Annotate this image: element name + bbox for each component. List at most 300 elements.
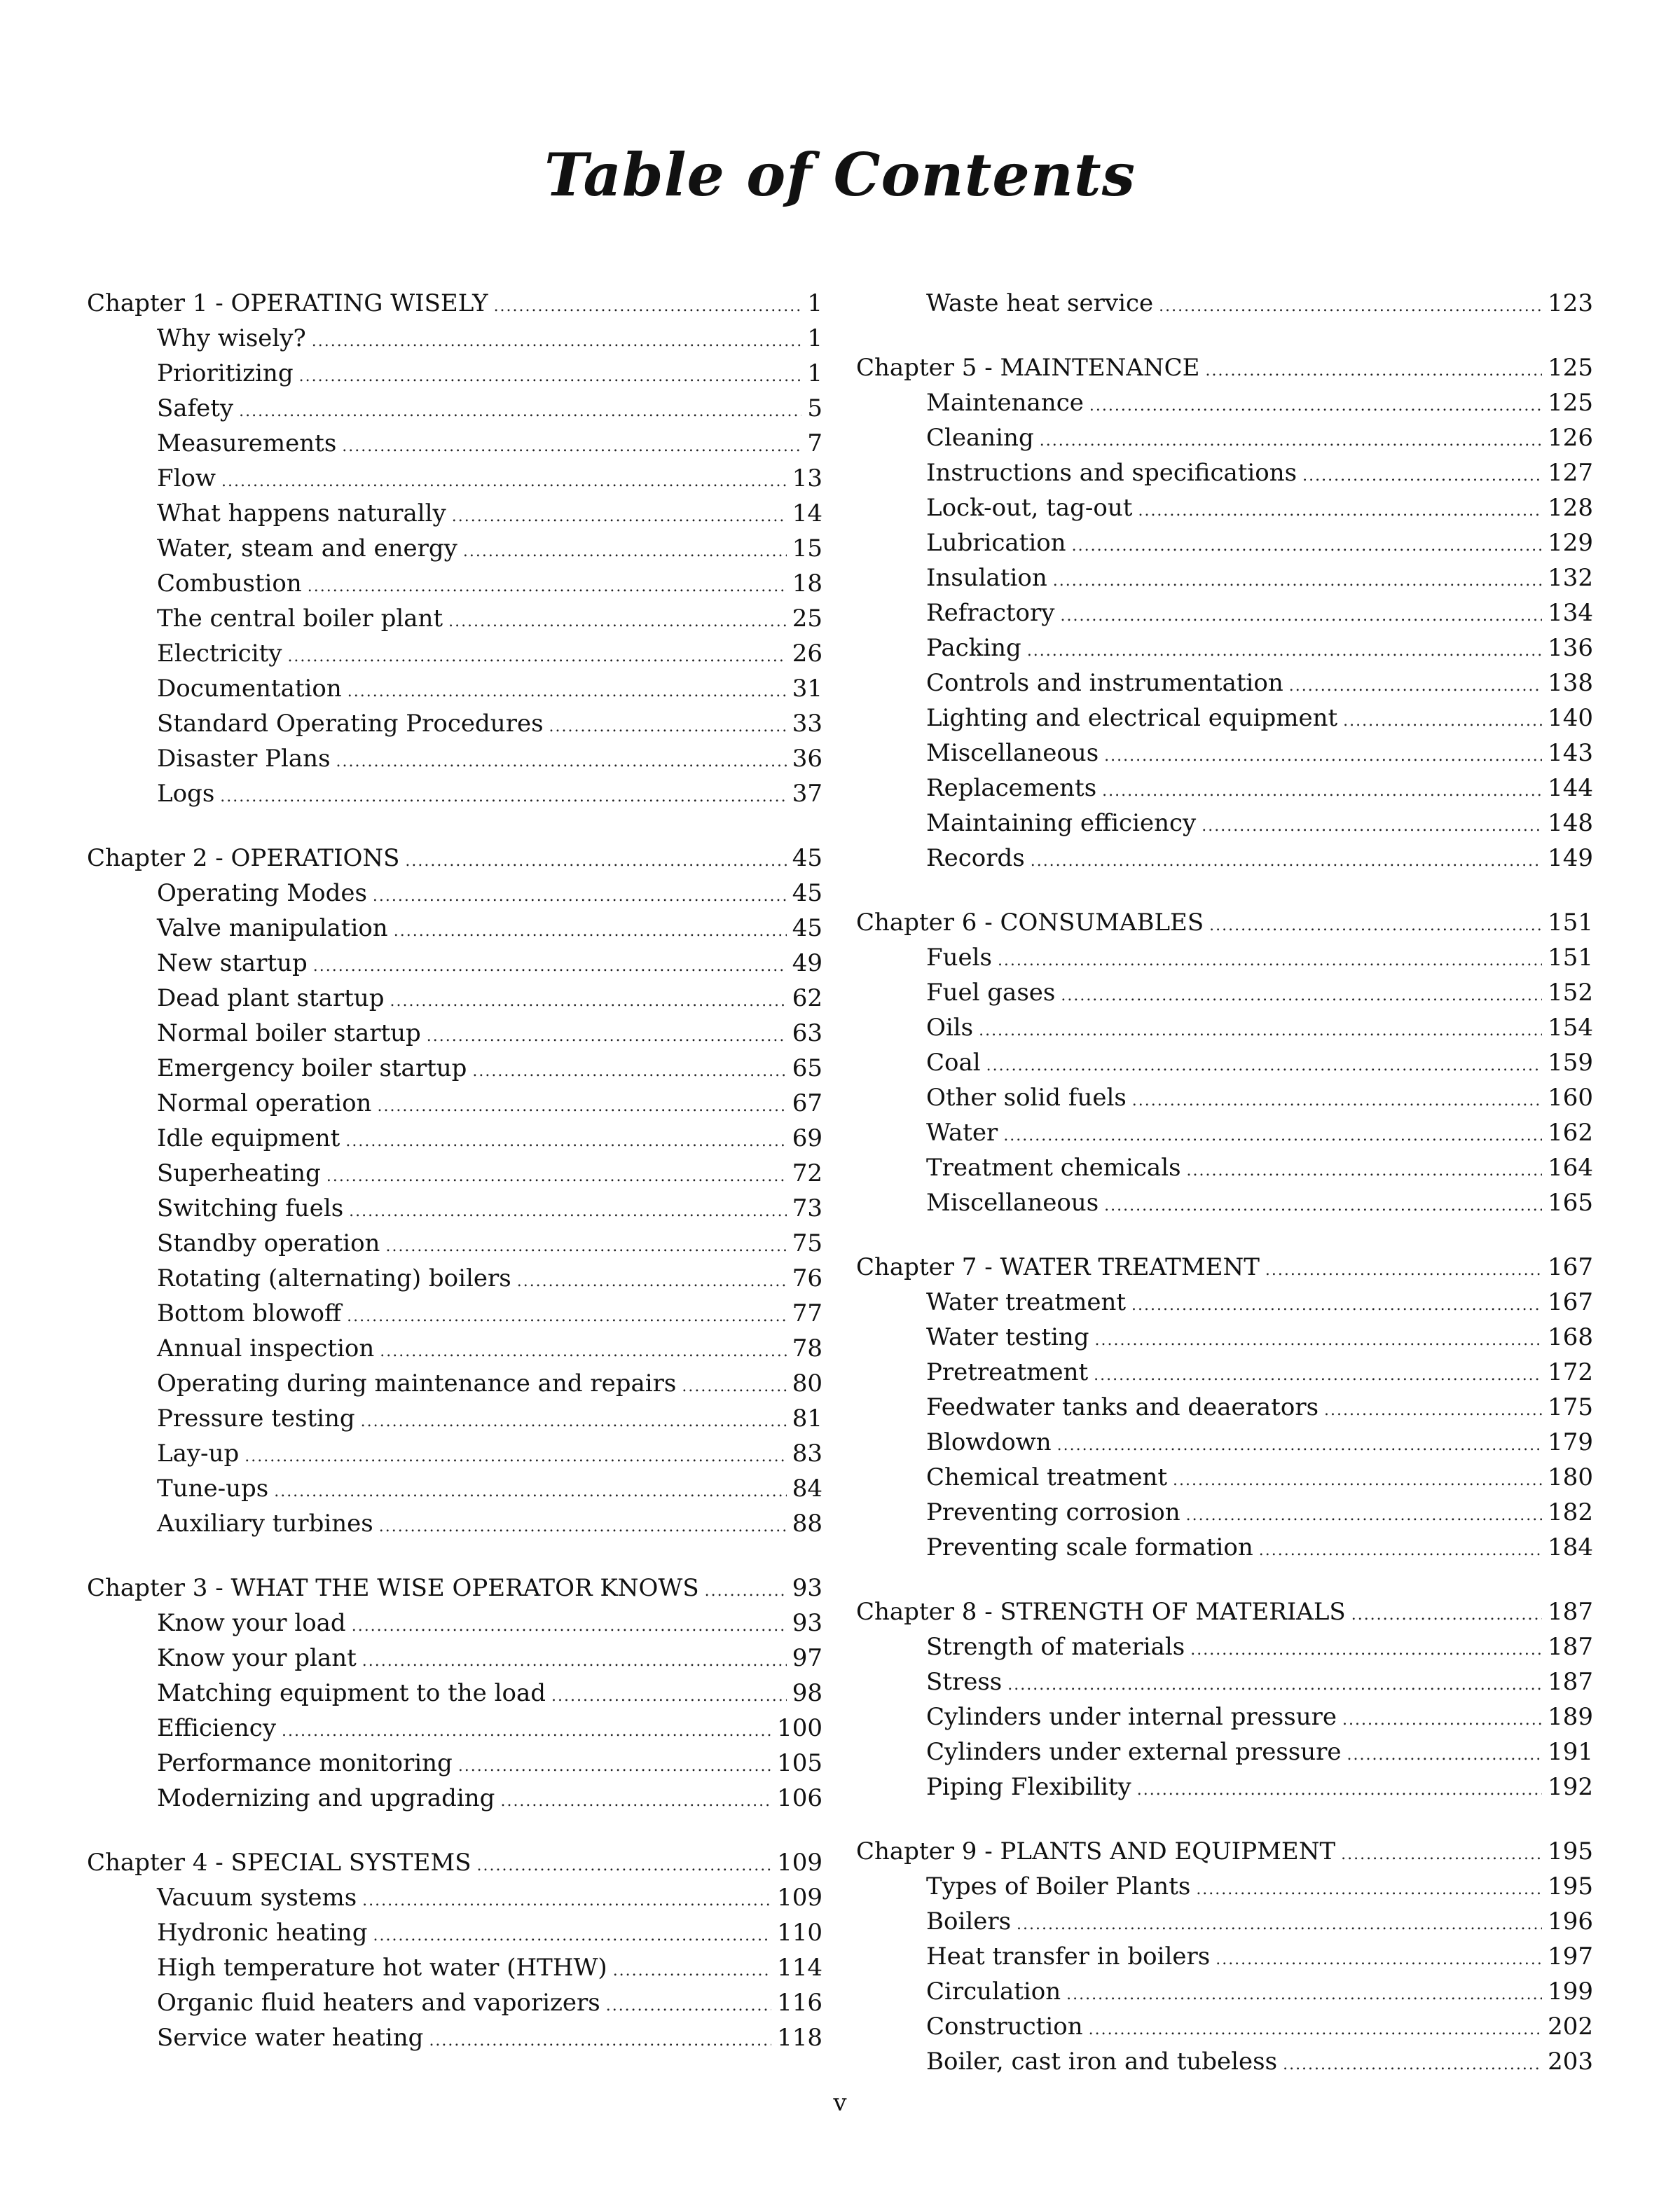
- dot-leader: [1347, 1738, 1543, 1773]
- section-entry: [856, 701, 1593, 736]
- dot-leader: [405, 844, 786, 879]
- section-entry: [856, 1769, 1593, 1805]
- chapter-heading-page: 93: [792, 1574, 822, 1602]
- section-entry-page: 128: [1548, 494, 1593, 522]
- dot-leader: [1061, 979, 1542, 1014]
- section-entry: [856, 1495, 1593, 1530]
- chapter-heading: [856, 350, 1593, 385]
- section-entry-page: 1: [807, 324, 822, 352]
- chapter-heading: [87, 1571, 822, 1606]
- section-entry: [856, 420, 1593, 455]
- dot-leader: [1094, 1358, 1542, 1393]
- section-entry: [87, 391, 822, 426]
- section-entry-label: Pretreatment: [926, 1358, 1089, 1386]
- section-entry-label: Switching fuels: [157, 1194, 344, 1222]
- dot-leader: [998, 944, 1542, 979]
- chapter-heading-page: 125: [1548, 354, 1593, 382]
- dot-leader: [458, 1749, 771, 1784]
- section-entry-page: 152: [1548, 979, 1593, 1007]
- section-entry-page: 83: [792, 1440, 822, 1468]
- section-entry-label: Waste heat service: [926, 289, 1154, 317]
- dot-leader: [308, 570, 787, 605]
- section-entry: [856, 2009, 1593, 2044]
- section-entry-label: Idle equipment: [157, 1124, 340, 1152]
- dot-leader: [1040, 424, 1542, 459]
- chapter-heading-page: 151: [1548, 909, 1593, 937]
- section-entry-page: 114: [777, 1954, 822, 1982]
- dot-leader: [452, 499, 787, 534]
- section-entry: [856, 1115, 1593, 1150]
- section-entry: [856, 560, 1593, 595]
- section-entry: [87, 1121, 822, 1156]
- section-entry-page: 105: [777, 1749, 822, 1777]
- section-entry-page: 98: [792, 1679, 822, 1707]
- section-entry-label: Records: [926, 844, 1025, 872]
- section-entry-page: 84: [792, 1475, 822, 1503]
- section-entry: [87, 946, 822, 981]
- section-entry-label: Flow: [157, 464, 216, 492]
- section-entry-label: Lighting and electrical equipment: [926, 704, 1338, 732]
- section-entry: [856, 1974, 1593, 2009]
- dot-leader: [1137, 1773, 1542, 1808]
- section-entry-page: 196: [1548, 1907, 1593, 1936]
- section-entry-page: 182: [1548, 1498, 1593, 1526]
- section-entry-label: The central boiler plant: [157, 605, 443, 633]
- dot-leader: [1104, 739, 1542, 774]
- dot-leader: [500, 1784, 771, 1819]
- section-entry: [856, 1425, 1593, 1460]
- section-entry: [87, 1156, 822, 1191]
- chapter-heading: [87, 1845, 822, 1880]
- section-entry: [856, 490, 1593, 525]
- section-entry: [87, 1606, 822, 1641]
- dot-leader: [373, 1919, 771, 1954]
- dot-leader: [274, 1475, 787, 1510]
- section-entry-label: Safety: [157, 394, 234, 422]
- dot-leader: [349, 1194, 787, 1229]
- dot-leader: [1007, 1668, 1542, 1703]
- section-entry-page: 179: [1548, 1428, 1593, 1456]
- section-entry: [856, 1904, 1593, 1939]
- section-entry-page: 126: [1548, 424, 1593, 452]
- dot-leader: [986, 1049, 1542, 1084]
- chapter-heading-label: Chapter 1 - OPERATING WISELY: [87, 289, 488, 317]
- section-entry: [856, 1664, 1593, 1699]
- section-entry-label: Water treatment: [926, 1288, 1126, 1316]
- dot-leader: [551, 1679, 787, 1714]
- section-entry: [87, 1711, 822, 1746]
- section-entry: [87, 2020, 822, 2055]
- section-entry: [87, 706, 822, 741]
- section-entry-label: Maintaining efficiency: [926, 809, 1197, 837]
- section-entry-page: 37: [792, 780, 822, 808]
- section-entry-page: 5: [807, 394, 822, 422]
- section-entry-label: Instructions and specifications: [926, 459, 1297, 487]
- section-entry: [856, 1530, 1593, 1565]
- section-entry-page: 162: [1548, 1119, 1593, 1147]
- dot-leader: [1342, 1703, 1542, 1738]
- dot-leader: [1205, 354, 1542, 389]
- dot-leader: [1072, 529, 1543, 564]
- section-entry: [87, 1401, 822, 1436]
- dot-leader: [1003, 1119, 1542, 1154]
- section-entry-label: Performance monitoring: [157, 1749, 453, 1777]
- dot-leader: [494, 289, 802, 324]
- dot-leader: [1216, 1943, 1542, 1978]
- section-entry: [87, 1051, 822, 1086]
- dot-leader: [326, 1159, 787, 1194]
- section-entry: [87, 356, 822, 391]
- section-entry-page: 184: [1548, 1533, 1593, 1561]
- dot-leader: [1324, 1393, 1542, 1428]
- dot-leader: [1190, 1633, 1542, 1668]
- section-entry: [856, 595, 1593, 630]
- dot-leader: [1102, 774, 1542, 809]
- section-entry: [856, 1734, 1593, 1769]
- section-entry-page: 167: [1548, 1288, 1593, 1316]
- dot-leader: [377, 1089, 786, 1124]
- section-entry-page: 45: [792, 879, 822, 907]
- dot-leader: [282, 1714, 771, 1749]
- section-entry: [87, 741, 822, 776]
- dot-leader: [220, 780, 786, 815]
- dot-leader: [477, 1849, 772, 1884]
- dot-leader: [1089, 2013, 1543, 2048]
- section-entry-label: Prioritizing: [157, 359, 294, 387]
- dot-leader: [1057, 1428, 1542, 1463]
- section-entry: [87, 1086, 822, 1121]
- dot-leader: [682, 1369, 786, 1405]
- dot-leader: [1131, 1288, 1542, 1323]
- section-entry-label: Matching equipment to the load: [157, 1679, 546, 1707]
- chapter-heading-page: 45: [792, 844, 822, 872]
- chapter-block: [856, 350, 1593, 876]
- section-entry-label: Vacuum systems: [157, 1884, 357, 1912]
- section-entry-page: 172: [1548, 1358, 1593, 1386]
- section-entry: [856, 665, 1593, 701]
- section-entry-page: 72: [792, 1159, 822, 1187]
- section-entry: [87, 1880, 822, 1915]
- section-entry-label: Pressure testing: [157, 1405, 355, 1433]
- section-entry-page: 106: [777, 1784, 822, 1812]
- section-entry-page: 187: [1548, 1633, 1593, 1661]
- section-entry-label: Stress: [926, 1668, 1003, 1696]
- section-entry: [856, 771, 1593, 806]
- section-entry: [856, 806, 1593, 841]
- page-number: v: [833, 2089, 847, 2117]
- dot-leader: [1053, 564, 1542, 599]
- section-entry-page: 199: [1548, 1978, 1593, 2006]
- chapter-block: [856, 1834, 1593, 2079]
- section-entry-page: 116: [777, 1989, 822, 2017]
- section-entry-label: Heat transfer in boilers: [926, 1943, 1211, 1971]
- section-entry-page: 202: [1548, 2013, 1593, 2041]
- section-entry-label: Cleaning: [926, 424, 1034, 452]
- chapter-heading-label: Chapter 6 - CONSUMABLES: [856, 909, 1204, 937]
- section-entry-page: 203: [1548, 2048, 1593, 2076]
- dot-leader: [1341, 1837, 1542, 1872]
- section-entry: [856, 286, 1593, 321]
- dot-leader: [379, 1510, 787, 1545]
- section-entry-label: Electricity: [157, 640, 282, 668]
- section-entry-label: Preventing scale formation: [926, 1533, 1253, 1561]
- section-entry-label: Packing: [926, 634, 1021, 662]
- section-entry-label: What happens naturally: [157, 499, 446, 527]
- dot-leader: [1351, 1598, 1542, 1633]
- section-entry: [856, 2044, 1593, 2079]
- chapter-heading-page: 1: [807, 289, 822, 317]
- section-entry-label: Feedwater tanks and deaerators: [926, 1393, 1319, 1421]
- dot-leader: [362, 1644, 787, 1679]
- section-entry: [87, 1676, 822, 1711]
- section-entry-label: Chemical treatment: [926, 1463, 1168, 1491]
- section-entry-label: Refractory: [926, 599, 1055, 627]
- section-entry-page: 175: [1548, 1393, 1593, 1421]
- section-entry: [856, 1460, 1593, 1495]
- section-entry: [856, 1629, 1593, 1664]
- section-entry-label: Emergency boiler startup: [157, 1054, 467, 1082]
- section-entry-page: 93: [792, 1609, 822, 1637]
- section-entry-page: 109: [777, 1884, 822, 1912]
- dot-leader: [1343, 704, 1542, 739]
- chapter-heading-page: 109: [777, 1849, 822, 1877]
- toc-left-column: [87, 286, 822, 2085]
- section-entry-label: Disaster Plans: [157, 745, 331, 773]
- section-entry-label: Water testing: [926, 1323, 1089, 1351]
- section-entry-page: 45: [792, 914, 822, 942]
- section-entry-label: Water, steam and energy: [157, 534, 457, 563]
- section-entry-page: 81: [792, 1405, 822, 1433]
- section-entry: [856, 385, 1593, 420]
- dot-leader: [1089, 389, 1542, 424]
- section-entry: [856, 1320, 1593, 1355]
- dot-leader: [1196, 1872, 1542, 1907]
- section-entry-label: Bottom blowoff: [157, 1299, 342, 1327]
- dot-leader: [613, 1954, 771, 1989]
- section-entry: [87, 1366, 822, 1401]
- section-entry-page: 144: [1548, 774, 1593, 802]
- section-entry: [87, 566, 822, 601]
- section-entry-page: 80: [792, 1369, 822, 1398]
- section-entry-label: High temperature hot water (HTHW): [157, 1954, 607, 1982]
- dot-leader: [1259, 1533, 1542, 1568]
- chapter-heading-label: Chapter 2 - OPERATIONS: [87, 844, 400, 872]
- section-entry-label: Normal boiler startup: [157, 1019, 421, 1047]
- section-entry-label: Circulation: [926, 1978, 1061, 2006]
- section-entry-page: 65: [792, 1054, 822, 1082]
- section-entry-page: 13: [792, 464, 822, 492]
- section-entry-label: Blowdown: [926, 1428, 1052, 1456]
- section-entry-label: Boiler, cast iron and tubeless: [926, 2048, 1278, 2076]
- section-entry-page: 127: [1548, 459, 1593, 487]
- section-entry-label: New startup: [157, 949, 308, 977]
- section-entry: [87, 426, 822, 461]
- section-entry-page: 140: [1548, 704, 1593, 732]
- section-entry: [87, 461, 822, 496]
- dot-leader: [1283, 2048, 1542, 2083]
- dot-leader: [1159, 289, 1542, 324]
- section-entry-page: 136: [1548, 634, 1593, 662]
- section-entry-label: Cylinders under internal pressure: [926, 1703, 1337, 1731]
- dot-leader: [1060, 599, 1542, 634]
- section-entry-page: 195: [1548, 1872, 1593, 1900]
- dot-leader: [361, 1405, 787, 1440]
- section-entry: [856, 455, 1593, 490]
- dot-leader: [1027, 634, 1542, 669]
- section-entry-page: 148: [1548, 809, 1593, 837]
- section-entry-page: 36: [792, 745, 822, 773]
- chapter-block: [87, 1571, 822, 1816]
- section-entry-page: 118: [777, 2024, 822, 2052]
- section-entry-page: 1: [807, 359, 822, 387]
- dot-leader: [606, 1989, 771, 2024]
- dot-leader: [299, 359, 802, 394]
- section-entry-page: 132: [1548, 564, 1593, 592]
- section-entry-label: Fuel gases: [926, 979, 1056, 1007]
- section-entry-page: 63: [792, 1019, 822, 1047]
- section-entry: [87, 911, 822, 946]
- section-entry-label: Why wisely?: [157, 324, 306, 352]
- section-entry-label: Superheating: [157, 1159, 321, 1187]
- chapter-heading: [856, 1594, 1593, 1629]
- section-entry-label: Fuels: [926, 944, 992, 972]
- section-entry: [87, 1746, 822, 1781]
- section-entry-page: 134: [1548, 599, 1593, 627]
- section-entry-label: Replacements: [926, 774, 1097, 802]
- section-entry-label: Oils: [926, 1014, 974, 1042]
- section-entry-label: Boilers: [926, 1907, 1012, 1936]
- dot-leader: [463, 534, 787, 570]
- section-entry-page: 129: [1548, 529, 1593, 557]
- section-entry-page: 100: [777, 1714, 822, 1742]
- section-entry-label: Cylinders under external pressure: [926, 1738, 1342, 1766]
- section-entry-page: 33: [792, 710, 822, 738]
- section-entry-label: Normal operation: [157, 1089, 372, 1117]
- section-entry-label: Lock-out, tag-out: [926, 494, 1133, 522]
- section-entry-label: Operating during maintenance and repairs: [157, 1369, 677, 1398]
- section-entry-page: 180: [1548, 1463, 1593, 1491]
- section-entry: [87, 1016, 822, 1051]
- section-entry: [87, 531, 822, 566]
- section-entry: [87, 1226, 822, 1261]
- section-entry-label: Know your plant: [157, 1644, 357, 1672]
- section-entry-label: Construction: [926, 2013, 1083, 2041]
- dot-leader: [1066, 1978, 1542, 2013]
- dot-leader: [1289, 669, 1542, 704]
- section-entry-label: Preventing corrosion: [926, 1498, 1180, 1526]
- dot-leader: [1132, 1084, 1542, 1119]
- chapter-heading: [87, 841, 822, 876]
- section-entry-label: Efficiency: [157, 1714, 277, 1742]
- dot-leader: [347, 675, 787, 710]
- chapter-heading: [856, 905, 1593, 940]
- dot-leader: [245, 1440, 787, 1475]
- dot-leader: [380, 1334, 786, 1369]
- section-entry-label: Dead plant startup: [157, 984, 385, 1012]
- dot-leader: [1186, 1498, 1542, 1533]
- section-entry: [87, 1331, 822, 1366]
- dot-leader: [1187, 1154, 1543, 1189]
- dot-leader: [1202, 809, 1542, 844]
- section-entry: [87, 1471, 822, 1506]
- section-entry-page: 76: [792, 1264, 822, 1292]
- section-entry: [856, 1699, 1593, 1734]
- dot-leader: [427, 1019, 787, 1054]
- section-entry: [87, 1296, 822, 1331]
- section-entry-page: 191: [1548, 1738, 1593, 1766]
- dot-leader: [313, 949, 787, 984]
- section-entry: [856, 1185, 1593, 1220]
- section-entry: [856, 1285, 1593, 1320]
- section-entry-page: 26: [792, 640, 822, 668]
- section-entry-label: Annual inspection: [157, 1334, 375, 1362]
- section-entry-page: 73: [792, 1194, 822, 1222]
- chapter-block: [856, 905, 1593, 1220]
- section-entry-label: Combustion: [157, 570, 302, 598]
- section-entry-label: Standard Operating Procedures: [157, 710, 544, 738]
- section-entry-label: Know your load: [157, 1609, 346, 1637]
- section-entry-page: 77: [792, 1299, 822, 1327]
- chapter-heading-page: 195: [1548, 1837, 1593, 1865]
- chapter-block: [87, 1845, 822, 2055]
- section-entry-page: 78: [792, 1334, 822, 1362]
- section-entry: [856, 1080, 1593, 1115]
- dot-leader: [472, 1054, 786, 1089]
- section-entry-page: 88: [792, 1510, 822, 1538]
- section-entry-page: 67: [792, 1089, 822, 1117]
- section-entry-page: 25: [792, 605, 822, 633]
- chapter-heading-label: Chapter 3 - WHAT THE WISE OPERATOR KNOWS: [87, 1574, 699, 1602]
- section-entry: [856, 940, 1593, 975]
- section-entry-page: 62: [792, 984, 822, 1012]
- section-entry-label: Lay-up: [157, 1440, 240, 1468]
- section-entry: [87, 1641, 822, 1676]
- section-entry-page: 49: [792, 949, 822, 977]
- section-entry-label: Coal: [926, 1049, 981, 1077]
- section-entry-page: 125: [1548, 389, 1593, 417]
- dot-leader: [390, 984, 786, 1019]
- section-entry-page: 160: [1548, 1084, 1593, 1112]
- section-entry-label: Insulation: [926, 564, 1047, 592]
- section-entry: [87, 1950, 822, 1985]
- section-entry: [87, 321, 822, 356]
- section-entry-label: Strength of materials: [926, 1633, 1185, 1661]
- section-entry-page: 159: [1548, 1049, 1593, 1077]
- section-entry-page: 164: [1548, 1154, 1593, 1182]
- section-entry-page: 168: [1548, 1323, 1593, 1351]
- dot-leader: [1209, 909, 1542, 944]
- section-entry: [856, 1390, 1593, 1425]
- dot-leader: [312, 324, 802, 359]
- dot-leader: [1138, 494, 1542, 529]
- chapter-heading-label: Chapter 5 - MAINTENANCE: [856, 354, 1200, 382]
- chapter-block: [856, 1594, 1593, 1805]
- section-entry: [856, 1939, 1593, 1974]
- dot-leader: [373, 879, 787, 914]
- section-entry-label: Miscellaneous: [926, 1189, 1099, 1217]
- section-entry: [856, 1150, 1593, 1185]
- section-entry: [856, 975, 1593, 1010]
- section-entry-label: Hydronic heating: [157, 1919, 368, 1947]
- section-entry: [87, 1985, 822, 2020]
- chapter-block: [856, 286, 1593, 321]
- toc-right-column: [856, 286, 1593, 2109]
- section-entry: [87, 496, 822, 531]
- section-entry: [856, 630, 1593, 665]
- section-entry-page: 14: [792, 499, 822, 527]
- dot-leader: [1104, 1189, 1542, 1224]
- dot-leader: [385, 1229, 786, 1264]
